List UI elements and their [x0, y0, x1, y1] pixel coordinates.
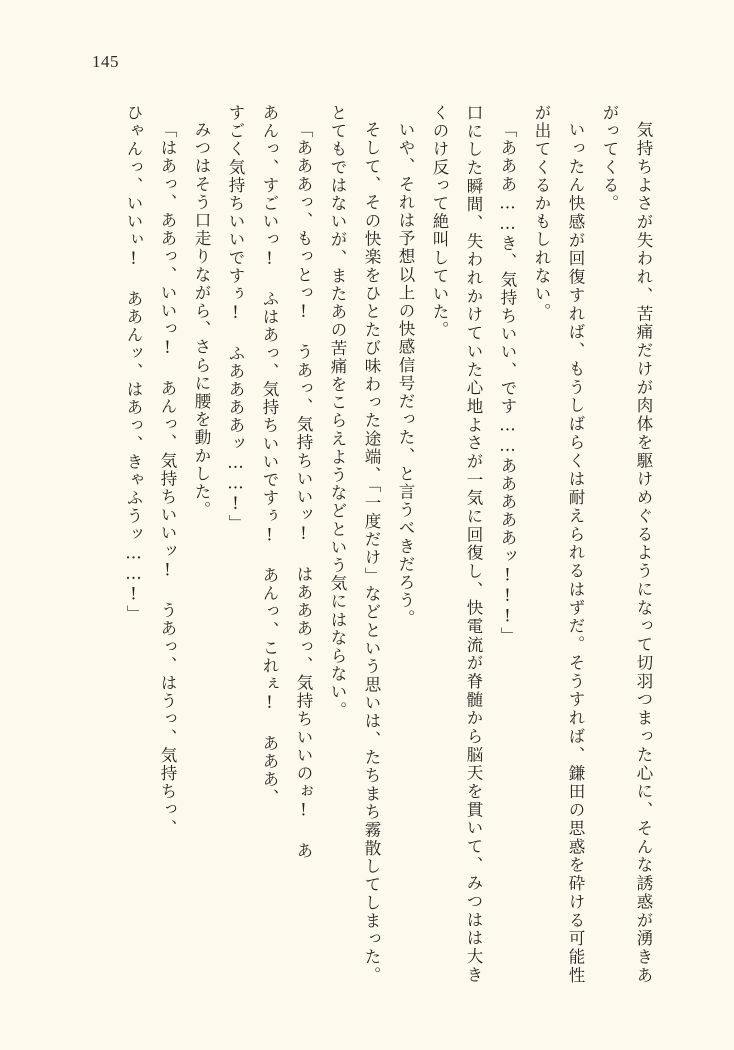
paragraph: 「あああっ、もっとっ! うあっ、気持ちいいッ! はあああっ、気持ちいいのぉ! あ	[294, 120, 313, 860]
paragraph: すごく気持ちいいですぅ! ふああああッ……!」	[226, 104, 245, 533]
paragraph: 口にした瞬間、失われかけていた心地よさが一気に回復し、快電流が脊髄から脳天を貫いて、みつはは大きくのけ反って絶叫していた。	[430, 104, 483, 984]
paragraph: そして、その快楽をひとたび味わった途端、「一度だけ」などという思いは、たちまち霧散してしまった。とてもではないが、またあの苦痛をこらえようなどという気にはならない。	[328, 104, 381, 984]
paragraph: ひゃんっ、いいぃ! ああんッ、はあっ、きゃふうッ……!」	[124, 104, 143, 624]
paragraph: あんっ、すごいっ! ふはあっ、気持ちいいですぅ! あんっ、これぇ! あああ、	[260, 104, 279, 807]
page-number: 145	[92, 52, 119, 71]
page-text-body	[100, 104, 660, 984]
paragraph: いや、それは予想以上の快感信号だった、と言うべきだろう。	[396, 120, 415, 628]
paragraph: みつはそう口走りながら、さらに腰を動かした。	[192, 120, 211, 519]
paragraph: いったん快感が回復すれば、もうしばらくは耐えられるはずだ。そうすれば、鎌田の思惑を砕ける可能性が出てくるかもしれない。	[532, 104, 585, 984]
paragraph: 気持ちよさが失われ、苦痛だけが肉体を駆けめぐるようになって切羽つまった心に、そんな誘惑が湧きあがってくる。	[600, 104, 653, 984]
paragraph: 「あああ……き、気持ちいい、です……あああああッ!!!」	[498, 120, 517, 645]
paragraph: 「はあっ、ああっ、いいっ! あんっ、気持ちいいッ! うあっ、はうっ、気持ちっ、	[158, 120, 177, 837]
